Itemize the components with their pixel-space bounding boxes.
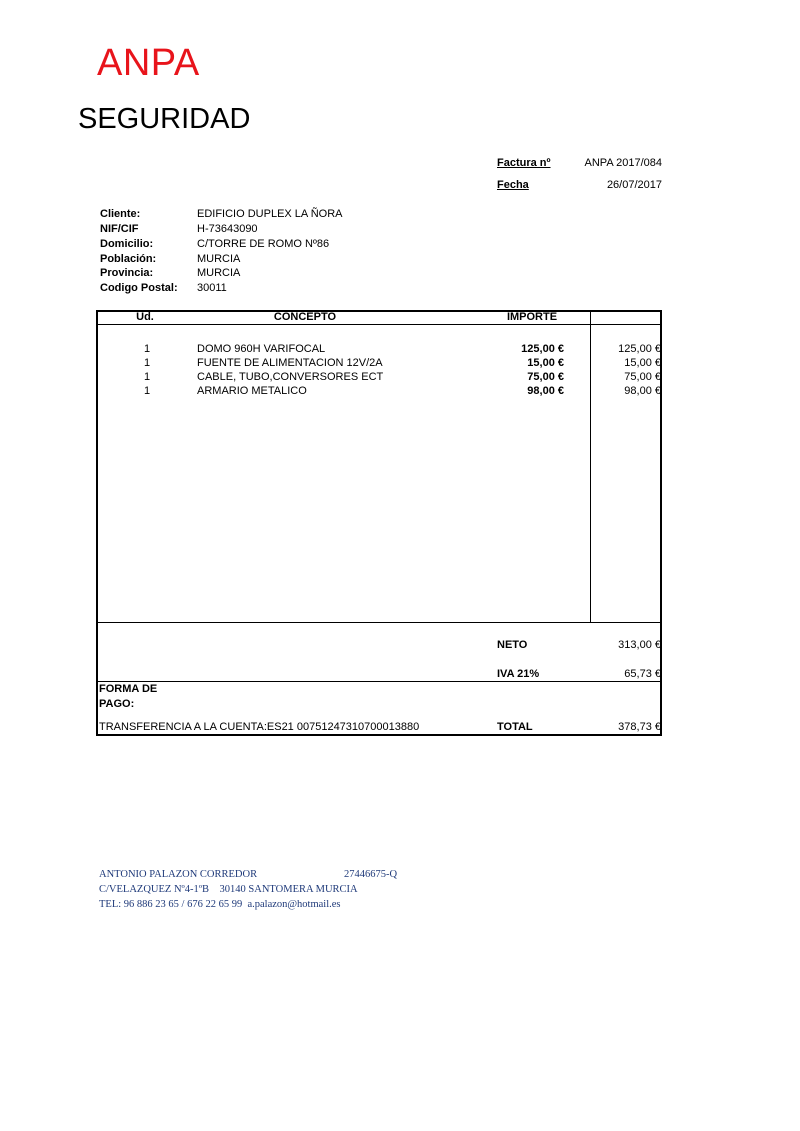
row-concept: CABLE, TUBO,CONVERSORES ECT xyxy=(197,371,384,383)
footer-address: C/VELAZQUEZ Nº4-1ºB 30140 SANTOMERA MURCIA xyxy=(99,884,358,895)
table-row xyxy=(97,342,661,356)
row-total: 98,00 € xyxy=(624,385,661,397)
row-total: 125,00 € xyxy=(618,343,661,355)
brand-subtitle: SEGURIDAD xyxy=(78,103,251,135)
payment-separator-line xyxy=(97,681,661,682)
invoice-date: 26/07/2017 xyxy=(606,179,662,191)
payment-label-line1: FORMA DE xyxy=(99,683,158,695)
client-province-label: Provincia: xyxy=(100,267,154,279)
row-total: 15,00 € xyxy=(624,357,661,369)
client-province: MURCIA xyxy=(197,267,241,279)
client-zip-label: Codigo Postal: xyxy=(100,282,178,294)
row-unit-price: 15,00 € xyxy=(527,357,564,369)
net-amount: 313,00 € xyxy=(618,639,661,651)
row-qty: 1 xyxy=(143,343,151,355)
client-zip: 30011 xyxy=(197,282,227,294)
footer-contact: TEL: 96 886 23 65 / 676 22 65 99 a.palazon@hotmail.es xyxy=(99,899,341,910)
net-label: NETO xyxy=(497,639,528,651)
client-address: C/TORRE DE ROMO Nº86 xyxy=(197,238,330,250)
brand-logo-text: ANPA xyxy=(97,42,200,84)
vat-amount: 65,73 € xyxy=(624,668,661,680)
client-city-label: Población: xyxy=(100,253,157,265)
row-total: 75,00 € xyxy=(624,371,661,383)
header-amount: IMPORTE xyxy=(506,311,558,323)
table-row xyxy=(97,370,661,384)
row-qty: 1 xyxy=(143,357,151,369)
row-unit-price: 75,00 € xyxy=(527,371,564,383)
row-unit-price: 98,00 € xyxy=(527,385,564,397)
payment-label-line2: PAGO: xyxy=(99,698,135,710)
invoice-number: ANPA 2017/084 xyxy=(584,157,662,169)
row-qty: 1 xyxy=(143,385,151,397)
table-body xyxy=(97,342,661,398)
footer-name: ANTONIO PALAZON CORREDOR xyxy=(99,869,258,880)
header-concept: CONCEPTO xyxy=(273,311,337,323)
client-nif: H-73643090 xyxy=(197,223,258,235)
client-address-label: Domicilio: xyxy=(100,238,154,250)
total-label: TOTAL xyxy=(497,721,533,733)
table-body-bottom-line xyxy=(97,622,661,623)
header-units: Ud. xyxy=(136,311,154,323)
invoice-date-label: Fecha xyxy=(497,179,529,191)
client-city: MURCIA xyxy=(197,253,241,265)
row-concept: FUENTE DE ALIMENTACION 12V/2A xyxy=(197,357,383,369)
row-unit-price: 125,00 € xyxy=(521,343,564,355)
payment-method: TRANSFERENCIA A LA CUENTA:ES21 00751247310700013880 xyxy=(99,721,420,733)
row-concept: DOMO 960H VARIFOCAL xyxy=(197,343,326,355)
total-amount: 378,73 € xyxy=(618,721,661,733)
vat-label: IVA 21% xyxy=(497,668,540,680)
row-qty: 1 xyxy=(143,371,151,383)
table-row xyxy=(97,356,661,370)
client-name-label: Cliente: xyxy=(100,208,141,220)
client-name: EDIFICIO DUPLEX LA ÑORA xyxy=(197,208,343,220)
invoice-number-label: Factura nº xyxy=(497,157,551,169)
footer-id: 27446675-Q xyxy=(344,869,398,880)
row-concept: ARMARIO METALICO xyxy=(197,385,307,397)
client-nif-label: NIF/CIF xyxy=(100,223,139,235)
table-row xyxy=(97,384,661,398)
